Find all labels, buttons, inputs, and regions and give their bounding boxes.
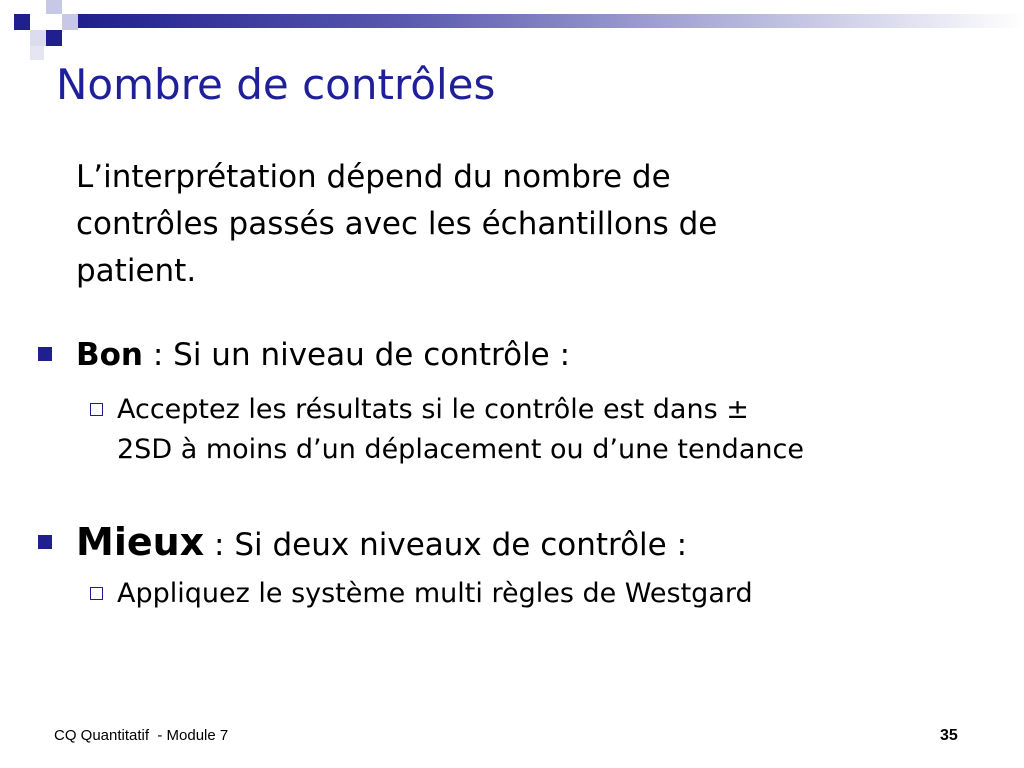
sub-bullet-text: Appliquez le système multi règles de Westgard (117, 578, 753, 609)
intro-line: contrôles passés avec les échantillons de (76, 206, 718, 242)
decorative-square (30, 30, 46, 46)
sub-bullet-item (90, 390, 990, 470)
footer-course-label: CQ Quantitatif - Module 7 (54, 727, 229, 744)
bullet-text (76, 337, 570, 373)
bullet-item-bon (38, 337, 570, 373)
bullet-keyword: Mieux (76, 520, 205, 564)
bullet-description: : Si un niveau de contrôle : (143, 337, 571, 373)
footer-page-number: 35 (940, 727, 958, 744)
decorative-square (30, 46, 44, 60)
sub-bullet-item (90, 574, 970, 614)
intro-paragraph (76, 154, 956, 295)
bullet-item-mieux (38, 520, 687, 564)
bullet-description: : Si deux niveaux de contrôle : (204, 527, 688, 563)
slide-title: Nombre de contrôles (56, 60, 496, 109)
decorative-square (14, 14, 30, 30)
sub-bullet-text (117, 390, 804, 470)
intro-line: L’interprétation dépend du nombre de (76, 159, 671, 195)
header-gradient-bar (78, 14, 1024, 28)
hollow-square-bullet-icon (90, 403, 103, 416)
bullet-keyword: Bon (76, 337, 143, 373)
decorative-square (62, 14, 78, 30)
square-bullet-icon (38, 347, 52, 361)
hollow-square-bullet-icon (90, 587, 103, 600)
intro-line: patient. (76, 253, 197, 289)
decorative-square (46, 0, 62, 14)
sub-bullet-line: 2SD à moins d’un déplacement ou d’une tendance (117, 434, 804, 465)
square-bullet-icon (38, 535, 52, 549)
bullet-text (76, 520, 687, 564)
decorative-square (46, 30, 62, 46)
sub-bullet-line: Acceptez les résultats si le contrôle est dans ± (117, 394, 749, 425)
